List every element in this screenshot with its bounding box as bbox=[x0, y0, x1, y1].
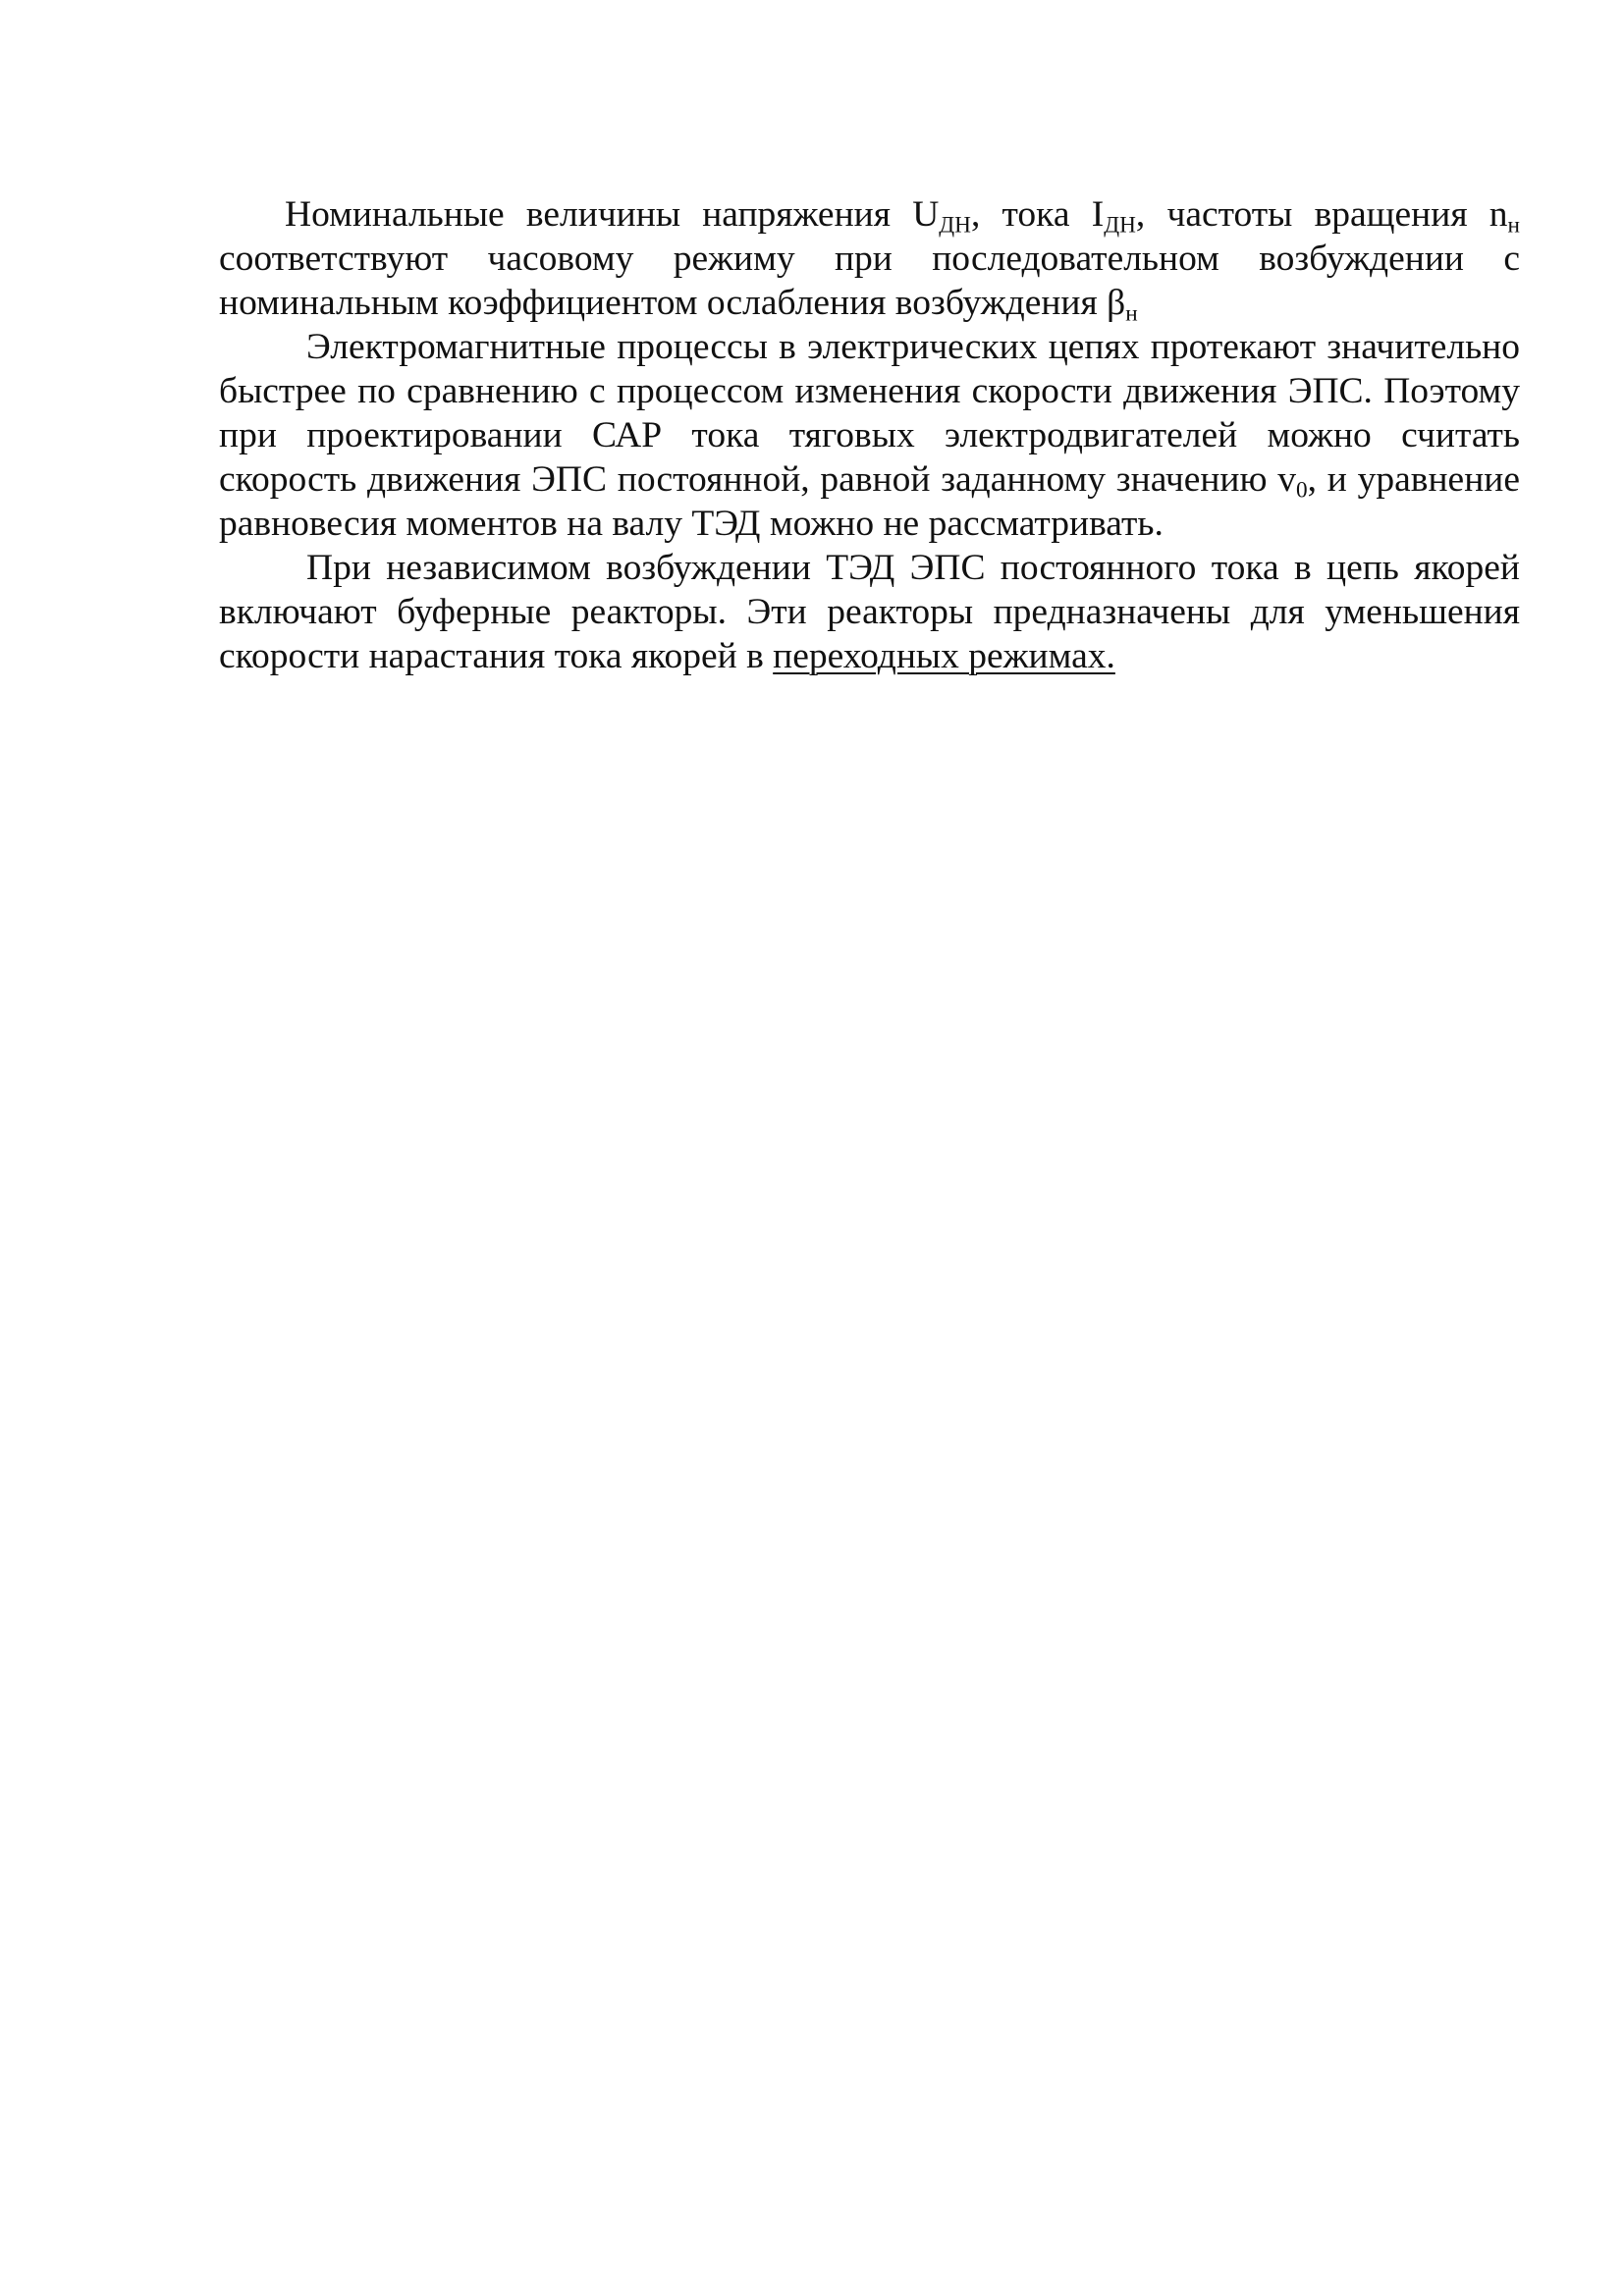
beta-subscript: н bbox=[1125, 300, 1138, 327]
speed-subscript: 0 bbox=[1296, 477, 1308, 504]
rotation-subscript: н bbox=[1507, 212, 1520, 239]
paragraph-1-text-2: , тока I bbox=[970, 194, 1105, 235]
paragraph-independent-excitation bbox=[219, 546, 1520, 678]
paragraph-1-text-4: соответствуют часовому режиму при последовательном возбуждении с номинальным коэффициентом ослабления возбуждения β bbox=[219, 239, 1520, 323]
paragraph-1-text-3: , частоты вращения n bbox=[1135, 194, 1508, 235]
document-body bbox=[219, 192, 1520, 678]
paragraph-electromagnetic-processes bbox=[219, 325, 1520, 546]
voltage-subscript: ДН bbox=[939, 212, 971, 239]
paragraph-rated-values bbox=[219, 192, 1520, 325]
paragraph-3-text-1: При независимом возбуждении ТЭД ЭПС постоянного тока в цепь якорей включают буферные реакторы. Эти реакторы предназначены для уменьшения скорости нарастания тока якорей в bbox=[219, 548, 1520, 676]
paragraph-1-text-1: Номинальные величины напряжения U bbox=[285, 194, 940, 235]
paragraph-2-text-2: , и уравнение равновесия моментов на валу ТЭД можно не рассматривать. bbox=[219, 459, 1520, 544]
paragraph-2-text-1: Электромагнитные процессы в электрических цепях протекают значительно быстрее по сравнению с процессом изменения скорости движения ЭПС. Поэтому при проектировании САР тока тяговых электродвигателей можно считать скорость движения ЭПС постоянной, равной заданному значению v bbox=[219, 327, 1520, 500]
current-subscript: ДН bbox=[1104, 212, 1136, 239]
transient-modes-link[interactable]: переходных режимах. bbox=[773, 636, 1115, 676]
